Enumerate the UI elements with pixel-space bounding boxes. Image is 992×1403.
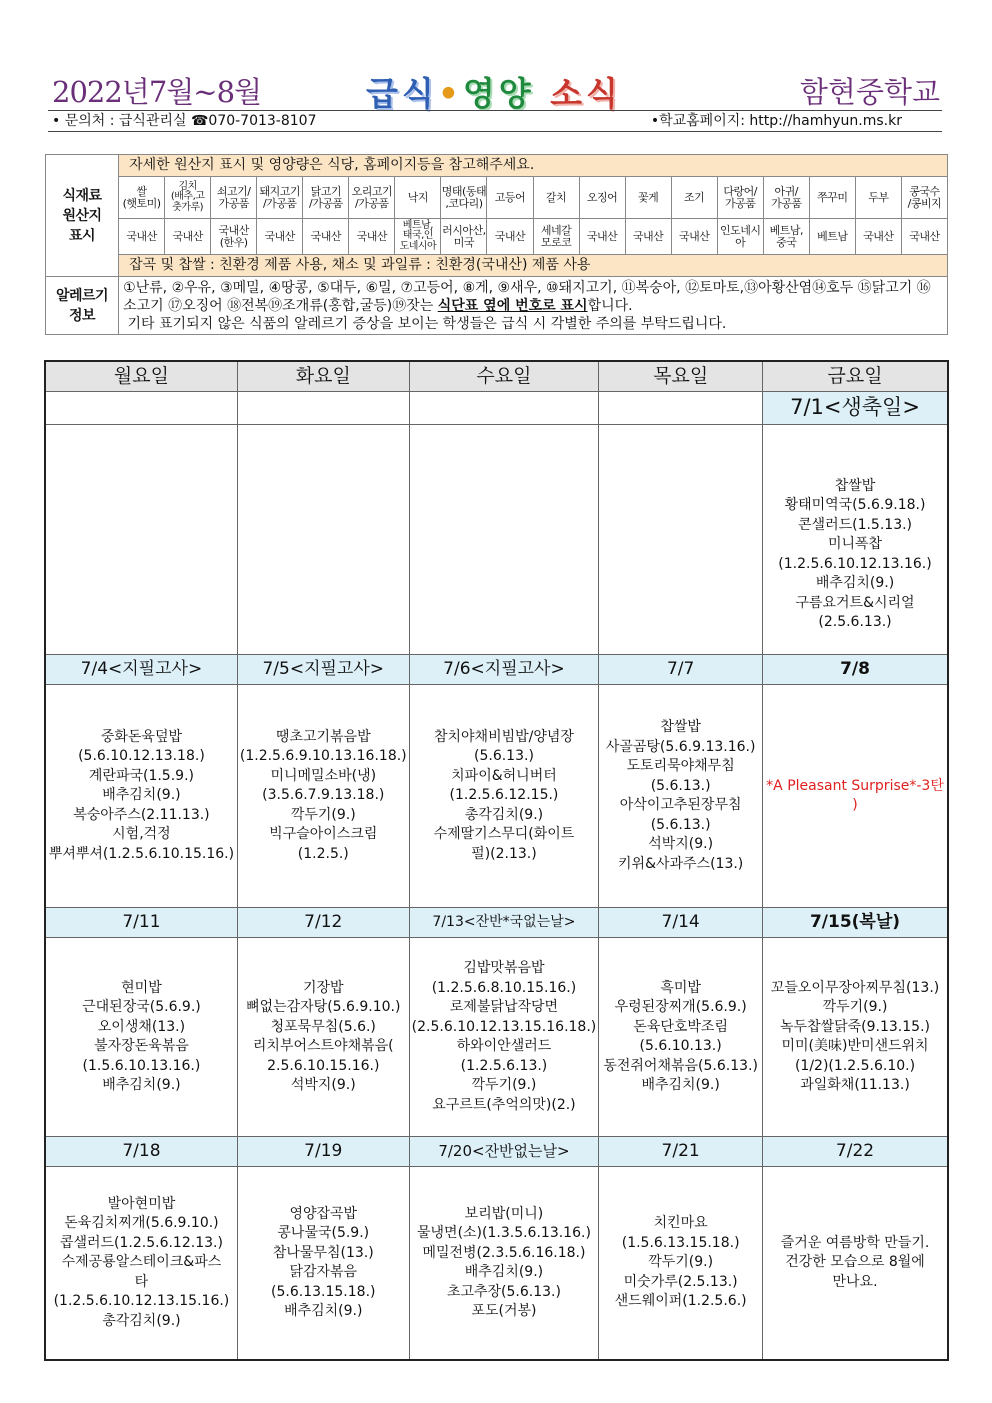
menu-cell: 흑미밥 우렁된장찌개(5.6.9.) 돈육단호박조림 (5.6.10.13.) 동전쥐어채볶음(5.6.13.) 배추김치(9.) — [599, 938, 763, 1137]
date-cell: 7/5<지필고사> — [237, 655, 409, 685]
origin-item: 김치 (배추,고 춧가루) — [165, 177, 211, 219]
origin-item: 오리고기 /가공품 — [349, 177, 395, 219]
origin-value: 국내산 — [303, 219, 349, 255]
origin-note: 자세한 원산지 표시 및 영양량은 식당, 홈페이지등을 참고해주세요. — [119, 155, 948, 177]
homepage-info: •학교홈페이지: http://hamhyun.ms.kr — [650, 113, 902, 129]
page-header — [52, 66, 942, 112]
allergy-line1-bold: 식단표 옆에 번호로 표시 — [437, 297, 588, 314]
menu-row — [45, 1167, 948, 1361]
origin-label: 식재료 원산지 표시 — [46, 155, 119, 277]
grain-note: 잡곡 및 찹쌀 : 친환경 제품 사용, 채소 및 과일류 : 친환경(국내산) 제품 사용 — [119, 255, 948, 277]
menu-cell: 김밥맛볶음밥 (1.2.5.6.8.10.15.16.) 로제불닭납작당면 (2.5.6.10.12.13.15.16.18.) 하와이안샐러드 (1.2.5.6.13.) 깍두기(9.) 요구르트(추억의맛)(2.) — [409, 938, 599, 1137]
date-cell — [409, 392, 599, 425]
origin-item: 닭고기 /가공품 — [303, 177, 349, 219]
origin-allergy-table — [45, 154, 948, 335]
origin-value: 인도네시 아 — [717, 219, 763, 255]
menu-row — [45, 938, 948, 1137]
menu-cell: 기장밥 뼈없는감자탕(5.6.9.10.) 청포묵무침(5.6.) 리치부어스트야채볶음( 2.5.6.10.15.16.) 석박지(9.) — [237, 938, 409, 1137]
date-cell: 7/1<생축일> — [763, 392, 948, 425]
origin-item: 고등어 — [487, 177, 533, 219]
date-cell: 7/22 — [763, 1137, 948, 1167]
origin-value: 국내산 — [855, 219, 901, 255]
date-cell: 7/14 — [599, 908, 763, 938]
origin-value: 베트남, 태국,인 도네시아 — [395, 219, 441, 255]
title-dot: • — [437, 74, 463, 113]
origin-item: 돼지고기 /가공품 — [257, 177, 303, 219]
origin-item: 다랑어/ 가공품 — [717, 177, 763, 219]
menu-cell: 꼬들오이무장아찌무침(13.) 깍두기(9.) 녹두찹쌀닭죽(9.13.15.) 미미(美味)반미샌드위치 (1/2)(1.2.5.6.10.) 과일화채(11.13.) — [763, 938, 948, 1137]
date-cell: 7/20<잔반없는날> — [409, 1137, 599, 1167]
date-cell: 7/12 — [237, 908, 409, 938]
menu-cell: 현미밥 근대된장국(5.6.9.) 오이생채(13.) 불자장돈육볶음 (1.5.6.10.13.16.) 배추김치(9.) — [45, 938, 237, 1137]
date-cell: 7/15(복날) — [763, 908, 948, 938]
origin-value: 세네갈 모로코 — [533, 219, 579, 255]
origin-value: 국내산 — [579, 219, 625, 255]
menu-cell — [409, 425, 599, 655]
allergy-line1: ①난류, ②우유, ③메밀, ④땅콩, ⑤대두, ⑥밀, ⑦고등어, ⑧게, ⑨새우, ⑩돼지고기, ⑪복숭아, ⑫토마토,⑬아황산염⑭호두 ⑮닭고기 ⑯소고기 ⑰오징어 ⑱전복⑲조개류(홍합,굴등)⑲잣는 — [123, 279, 931, 314]
date-cell: 7/13<잔반*국없는날> — [409, 908, 599, 938]
menu-cell: 치킨마요(1.5.6.13.15.18.) 깍두기(9.) 미숫가루(2.5.13.) 샌드웨이퍼(1.2.5.6.) — [599, 1167, 763, 1361]
title-word-nutrition: 영양 — [462, 74, 535, 113]
weeks-body — [45, 392, 948, 1361]
origin-value: 국내산 (한우) — [211, 219, 257, 255]
title-word-meal: 급식 — [366, 74, 438, 113]
day-mon: 월요일 — [45, 361, 237, 392]
origin-value: 베트남 — [809, 219, 855, 255]
origin-value: 베트남, 중국 — [763, 219, 809, 255]
origin-item: 아귀/ 가공품 — [763, 177, 809, 219]
menu-cell: 참치야채비빔밥/양념장 (5.6.13.) 치파이&허니버터 (1.2.5.6.12.15.) 총각김치(9.) 수제딸기스무디(화이트 펄)(2.13.) — [409, 685, 599, 908]
menu-cell — [599, 425, 763, 655]
date-row — [45, 392, 948, 425]
date-cell: 7/11 — [45, 908, 237, 938]
menu-row — [45, 425, 948, 655]
date-row — [45, 1137, 948, 1167]
origin-item: 콩국수 /콩비지 — [901, 177, 947, 219]
menu-table — [44, 360, 949, 1361]
day-fri: 금요일 — [763, 361, 948, 392]
origin-item: 쌀 (햇토미) — [119, 177, 165, 219]
contact-info: • 문의처 : 급식관리실 ☎070-7013-8107 — [52, 113, 317, 129]
date-cell: 7/18 — [45, 1137, 237, 1167]
date-cell: 7/7 — [599, 655, 763, 685]
menu-cell: 발아현미밥 돈육김치찌개(5.6.9.10.) 콥샐러드(1.2.5.6.12.13.) 수제공룡알스테이크&파스 타(1.2.5.6.10.12.13.15.16.) 총각김치(9.) — [45, 1167, 237, 1361]
origin-item: 조기 — [671, 177, 717, 219]
allergy-info — [119, 277, 948, 335]
origin-item: 오징어 — [579, 177, 625, 219]
allergy-line2: 기타 표기되지 않은 식품의 알레르기 증상을 보이는 학생들은 급식 시 각별한 주의를 부탁드립니다. — [127, 315, 727, 332]
origin-value: 국내산 — [625, 219, 671, 255]
date-cell: 7/6<지필고사> — [409, 655, 599, 685]
origin-value: 국내산 — [119, 219, 165, 255]
menu-cell: 찹쌀밥 사골곰탕(5.6.9.13.16.) 도토리묵야채무침(5.6.13.) 아삭이고추된장무침 (5.6.13.) 석박지(9.) 키위&사과주스(13.) — [599, 685, 763, 908]
weekday-header-row — [45, 361, 948, 392]
period-title: 2022년7월~8월 — [52, 75, 262, 109]
origin-values-row — [46, 219, 948, 255]
origin-item: 쇠고기/ 가공품 — [211, 177, 257, 219]
origin-item: 낙지 — [395, 177, 441, 219]
origin-item: 갈치 — [533, 177, 579, 219]
origin-value: 국내산 — [901, 219, 947, 255]
date-cell — [599, 392, 763, 425]
day-wed: 수요일 — [409, 361, 599, 392]
menu-cell: 즐거운 여름방학 만들기. 건강한 모습으로 8월에 만나요. — [763, 1167, 948, 1361]
date-cell: 7/8 — [763, 655, 948, 685]
date-cell: 7/4<지필고사> — [45, 655, 237, 685]
menu-cell — [237, 425, 409, 655]
origin-items-row — [46, 177, 948, 219]
date-row — [45, 655, 948, 685]
newsletter-title — [324, 68, 664, 115]
day-tue: 화요일 — [237, 361, 409, 392]
menu-cell: 찹쌀밥 황태미역국(5.6.9.18.) 콘샐러드(1.5.13.) 미니폭찹(1.2.5.6.10.12.13.16.) 배추김치(9.) 구름요거트&시리얼(2.5.6.13.) — [763, 425, 948, 655]
title-word-news: 소식 — [550, 74, 622, 113]
allergy-line1-end: 합니다. — [587, 297, 633, 314]
contact-line — [48, 110, 942, 132]
menu-cell: 보리밥(미니) 물냉면(소)(1.3.5.6.13.16.) 메밀전병(2.3.5.6.16.18.) 배추김치(9.) 초고추장(5.6.13.) 포도(거봉) — [409, 1167, 599, 1361]
date-cell — [237, 392, 409, 425]
origin-value: 국내산 — [349, 219, 395, 255]
allergy-label: 알레르기 정보 — [46, 277, 119, 335]
origin-value: 국내산 — [487, 219, 533, 255]
origin-value: 국내산 — [257, 219, 303, 255]
day-thu: 목요일 — [599, 361, 763, 392]
date-row — [45, 908, 948, 938]
date-cell: 7/19 — [237, 1137, 409, 1167]
menu-cell: 중화돈육덮밥 (5.6.10.12.13.18.) 계란파국(1.5.9.) 배추김치(9.) 복숭아주스(2.11.13.) 시험,걱정 뿌셔뿌셔(1.2.5.6.10.15.16.) — [45, 685, 237, 908]
menu-row — [45, 685, 948, 908]
menu-cell — [45, 425, 237, 655]
origin-item: 명태(동태 ,코다리) — [441, 177, 487, 219]
origin-item: 두부 — [855, 177, 901, 219]
origin-item: 쭈꾸미 — [809, 177, 855, 219]
origin-value: 국내산 — [671, 219, 717, 255]
origin-item: 꽃게 — [625, 177, 671, 219]
origin-value: 국내산 — [165, 219, 211, 255]
date-cell — [45, 392, 237, 425]
menu-cell: *A Pleasant Surprise*-3탄 ) — [763, 685, 948, 908]
menu-cell: 영양잡곡밥 콩나물국(5.9.) 참나물무침(13.) 닭감자볶음 (5.6.13.15.18.) 배추김치(9.) — [237, 1167, 409, 1361]
date-cell: 7/21 — [599, 1137, 763, 1167]
school-name: 함현중학교 — [799, 75, 940, 109]
origin-value: 러시아산, 미국 — [441, 219, 487, 255]
menu-cell: 땡초고기볶음밥 (1.2.5.6.9.10.13.16.18.) 미니메밀소바(냉) (3.5.6.7.9.13.18.) 깍두기(9.) 빅구슬아이스크림 (1.2.5.) — [237, 685, 409, 908]
